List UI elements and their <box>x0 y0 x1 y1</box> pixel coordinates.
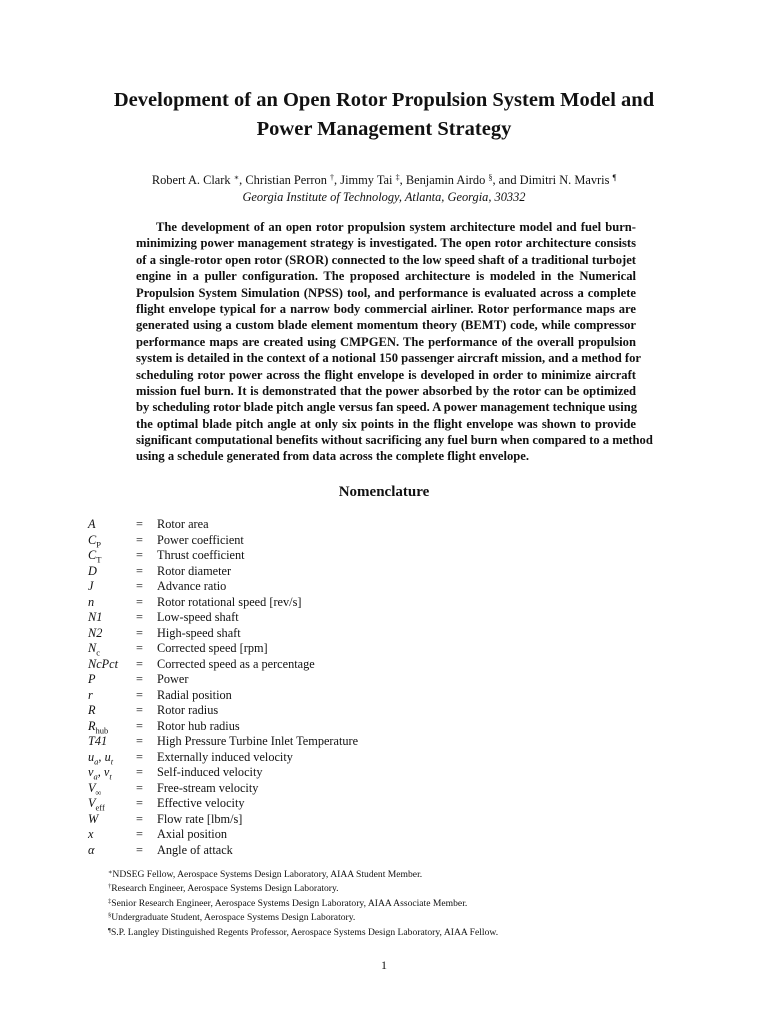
nomenclature-row <box>88 843 568 859</box>
equals-sign: = <box>136 594 143 609</box>
equals-sign: = <box>136 827 143 841</box>
abstract-line: by scheduling rotor blade pitch angle versus fan speed. A power management technique using <box>136 400 638 415</box>
nomenclature-definition: Power coefficient <box>157 532 244 547</box>
footnote-text: Senior Research Engineer, Aerospace Systems Design Laboratory, AIAA Associate Member. <box>111 897 468 909</box>
abstract-line: significant computational benefits without sacrificing any fuel burn when compared to a method <box>136 433 653 448</box>
equals-sign: = <box>136 548 143 562</box>
nomenclature-definition: Corrected speed as a percentage <box>157 656 315 671</box>
nomenclature-symbol: v <box>88 765 94 779</box>
footnote-mark: § <box>108 912 112 920</box>
nomenclature-subscript: T <box>96 554 102 565</box>
footnotes <box>108 868 668 940</box>
nomenclature-symbol: NcPct <box>88 656 119 671</box>
equals-sign: = <box>136 625 143 640</box>
nomenclature-definition: High Pressure Turbine Inlet Temperature <box>157 734 359 748</box>
abstract-line: performance maps are created using CMPGEN. The performance of the overall propulsion <box>136 334 636 349</box>
nomenclature-symbol: n <box>88 594 95 609</box>
nomenclature-subscript: eff <box>95 802 105 813</box>
author-separator: , <box>239 173 246 187</box>
footnote-mark: ∗ <box>108 869 113 876</box>
nomenclature-list <box>88 517 568 858</box>
footnote-text: S.P. Langley Distinguished Regents Professor, Aerospace Systems Design Laboratory, AIAA Fellow. <box>110 926 499 938</box>
footnote-mark: † <box>108 883 112 891</box>
author-separator: , and <box>492 173 520 187</box>
author-separator: , <box>399 173 406 187</box>
author-name: Dimitri N. Mavris <box>519 173 610 187</box>
equals-sign: = <box>136 749 143 764</box>
nomenclature-row <box>88 533 568 549</box>
equals-sign: = <box>136 842 143 857</box>
equals-sign: = <box>136 811 143 826</box>
author-name: Benjamin Airdo <box>405 173 486 187</box>
nomenclature-row <box>88 610 568 626</box>
nomenclature-comma: , <box>98 749 105 764</box>
nomenclature-definition: Radial position <box>157 687 232 702</box>
nomenclature-symbol: J <box>88 579 94 593</box>
nomenclature-subscript: t <box>109 771 112 782</box>
footnote-mark: ¶ <box>108 926 111 934</box>
nomenclature-row <box>88 703 568 719</box>
nomenclature-row <box>88 517 568 533</box>
equals-sign: = <box>136 532 143 547</box>
nomenclature-symbol: A <box>88 517 96 531</box>
nomenclature-symbol: V <box>88 780 96 795</box>
equals-sign: = <box>136 610 143 624</box>
author-mark: ∗ <box>233 173 240 182</box>
nomenclature-subscript: a <box>94 755 99 766</box>
author-mark: § <box>488 173 493 182</box>
nomenclature-definition: Low-speed shaft <box>157 610 239 624</box>
abstract <box>136 219 653 465</box>
nomenclature-subscript: hub <box>95 724 109 735</box>
nomenclature-symbol: u <box>104 749 111 764</box>
nomenclature-subscript: ∞ <box>95 786 102 797</box>
nomenclature-definition: Self-induced velocity <box>157 765 263 779</box>
nomenclature-comma: , <box>97 765 104 779</box>
nomenclature-row <box>88 548 568 564</box>
nomenclature-subscript: c <box>96 647 100 658</box>
abstract-line: using a schedule generated from data across the complete flight envelope. <box>136 449 530 464</box>
nomenclature-symbol: P <box>88 672 96 686</box>
nomenclature-term <box>88 564 97 580</box>
nomenclature-term <box>88 626 102 642</box>
footnote <box>108 868 668 882</box>
author-name: Robert A. Clark <box>151 173 231 187</box>
nomenclature-row <box>88 719 568 735</box>
nomenclature-definition: Thrust coefficient <box>157 548 245 562</box>
equals-sign: = <box>136 563 143 578</box>
nomenclature-definition: Rotor hub radius <box>157 718 240 733</box>
equals-sign: = <box>136 734 143 748</box>
nomenclature-row <box>88 765 568 781</box>
equals-sign: = <box>136 517 143 531</box>
equals-sign: = <box>136 579 143 593</box>
nomenclature-subscript: P <box>96 538 101 549</box>
nomenclature-term <box>88 610 102 626</box>
title-line: Development of an Open Rotor Propulsion System Model and <box>113 89 655 111</box>
page-number: 1 <box>381 958 387 972</box>
author-mark: ‡ <box>395 173 400 182</box>
nomenclature-definition: Corrected speed [rpm] <box>157 641 268 655</box>
nomenclature-definition: Axial position <box>157 827 228 841</box>
nomenclature-term <box>88 734 107 750</box>
footnote-text: NDSEG Fellow, Aerospace Systems Design Laboratory, AIAA Student Member. <box>112 869 423 880</box>
equals-sign: = <box>136 687 143 702</box>
nomenclature-term <box>88 812 98 828</box>
nomenclature-term <box>88 843 94 859</box>
abstract-line: generated using a custom blade element momentum theory (BEMT) code, while compressor <box>136 318 636 333</box>
nomenclature-subscript: a <box>93 771 98 782</box>
nomenclature-symbol: α <box>88 842 95 857</box>
nomenclature-symbol: u <box>88 749 95 764</box>
nomenclature-heading: Nomenclature <box>338 484 430 500</box>
abstract-line: Propulsion System Simulation (NPSS) tool, and performance is evaluated across a complete <box>136 285 636 300</box>
nomenclature-row <box>88 657 568 673</box>
nomenclature-symbol: D <box>88 563 97 578</box>
nomenclature-definition: Rotor rotational speed [rev/s] <box>157 594 302 609</box>
abstract-line: mission fuel burn. It is demonstrated that the power absorbed by the rotor can be optimized <box>136 383 636 398</box>
nomenclature-symbol: R <box>88 703 96 717</box>
nomenclature-term <box>88 657 118 673</box>
nomenclature-row <box>88 595 568 611</box>
nomenclature-definition: Free-stream velocity <box>157 780 259 795</box>
nomenclature-symbol: N1 <box>88 610 103 624</box>
nomenclature-row <box>88 812 568 828</box>
nomenclature-definition: Rotor diameter <box>157 563 232 578</box>
affiliation: Georgia Institute of Technology, Atlanta, Georgia, 30332 <box>242 190 526 204</box>
nomenclature-symbol: T41 <box>88 734 108 748</box>
nomenclature-term <box>88 595 94 611</box>
abstract-line: The development of an open rotor propulsion system architecture model and fuel burn- <box>156 220 636 234</box>
footnote <box>108 882 668 896</box>
author-mark: † <box>330 173 335 182</box>
nomenclature-definition: Externally induced velocity <box>157 749 293 764</box>
abstract-line: minimizing power management strategy is investigated. The open rotor architecture consists <box>136 236 636 251</box>
nomenclature-definition: Power <box>157 672 189 686</box>
nomenclature-row <box>88 641 568 657</box>
nomenclature-symbol: V <box>88 796 96 810</box>
nomenclature-row <box>88 750 568 766</box>
nomenclature-row <box>88 796 568 812</box>
equals-sign: = <box>136 656 143 671</box>
footnote-text: Undergraduate Student, Aerospace Systems Design Laboratory. <box>111 912 356 924</box>
abstract-line: of a single-rotor open rotor (SROR) connected to the low speed shaft of a traditional turbojet <box>136 252 636 267</box>
nomenclature-symbol: x <box>88 827 94 841</box>
nomenclature-term <box>88 672 96 688</box>
nomenclature-row <box>88 781 568 797</box>
abstract-line: scheduling rotor power across the flight envelope is developed in order to minimize aircraft <box>136 367 636 382</box>
equals-sign: = <box>136 780 143 795</box>
nomenclature-symbol: r <box>88 687 93 702</box>
nomenclature-term <box>88 688 93 704</box>
abstract-line: the optimal blade pitch angle at only six points in the flight envelope was shown to provide <box>136 416 636 431</box>
abstract-line: system is detailed in the context of a notional 150 passenger aircraft mission, and a method for <box>136 351 642 366</box>
nomenclature-symbol: v <box>103 765 110 779</box>
equals-sign: = <box>136 672 143 686</box>
nomenclature-symbol: W <box>88 811 99 826</box>
nomenclature-row <box>88 688 568 704</box>
nomenclature-row <box>88 734 568 750</box>
nomenclature-symbol: C <box>88 548 97 562</box>
nomenclature-definition: Effective velocity <box>157 796 245 810</box>
equals-sign: = <box>136 796 143 810</box>
nomenclature-term <box>88 517 96 533</box>
title-line: Power Management Strategy <box>256 118 512 140</box>
nomenclature-symbol: N <box>88 641 97 655</box>
nomenclature-row <box>88 827 568 843</box>
author-mark: ¶ <box>612 173 617 182</box>
nomenclature-symbol: N2 <box>88 625 103 640</box>
nomenclature-symbol: C <box>88 532 97 547</box>
nomenclature-definition: Flow rate [lbm/s] <box>157 811 243 826</box>
nomenclature-definition: Rotor area <box>157 517 209 531</box>
nomenclature-definition: Angle of attack <box>157 842 233 857</box>
nomenclature-definition: High-speed shaft <box>157 625 241 640</box>
equals-sign: = <box>136 703 143 717</box>
author-name: Christian Perron <box>245 173 327 187</box>
nomenclature-row <box>88 564 568 580</box>
nomenclature-subscript: t <box>110 755 114 766</box>
nomenclature-term <box>88 703 96 719</box>
nomenclature-definition: Advance ratio <box>157 579 227 593</box>
nomenclature-row <box>88 579 568 595</box>
footnote <box>108 897 668 911</box>
nomenclature-term <box>88 579 93 595</box>
footnote-mark: ‡ <box>108 897 112 905</box>
nomenclature-row <box>88 672 568 688</box>
author-list <box>0 172 768 189</box>
nomenclature-term <box>88 827 93 843</box>
author-separator: , <box>334 173 341 187</box>
nomenclature-definition: Rotor radius <box>157 703 219 717</box>
author-name: Jimmy Tai <box>340 173 393 187</box>
footnote <box>108 926 668 940</box>
equals-sign: = <box>136 718 143 733</box>
equals-sign: = <box>136 641 143 655</box>
nomenclature-symbol: R <box>88 718 96 733</box>
footnote-text: Research Engineer, Aerospace Systems Design Laboratory. <box>111 883 339 895</box>
paper-title <box>0 86 768 144</box>
equals-sign: = <box>136 765 143 779</box>
footnote <box>108 911 668 925</box>
nomenclature-row <box>88 626 568 642</box>
abstract-line: engine in a puller configuration. The proposed architecture is modeled in the Numerical <box>136 269 636 284</box>
abstract-line: flight envelope typical for a narrow body commercial airliner. Rotor performance maps are <box>136 301 636 316</box>
